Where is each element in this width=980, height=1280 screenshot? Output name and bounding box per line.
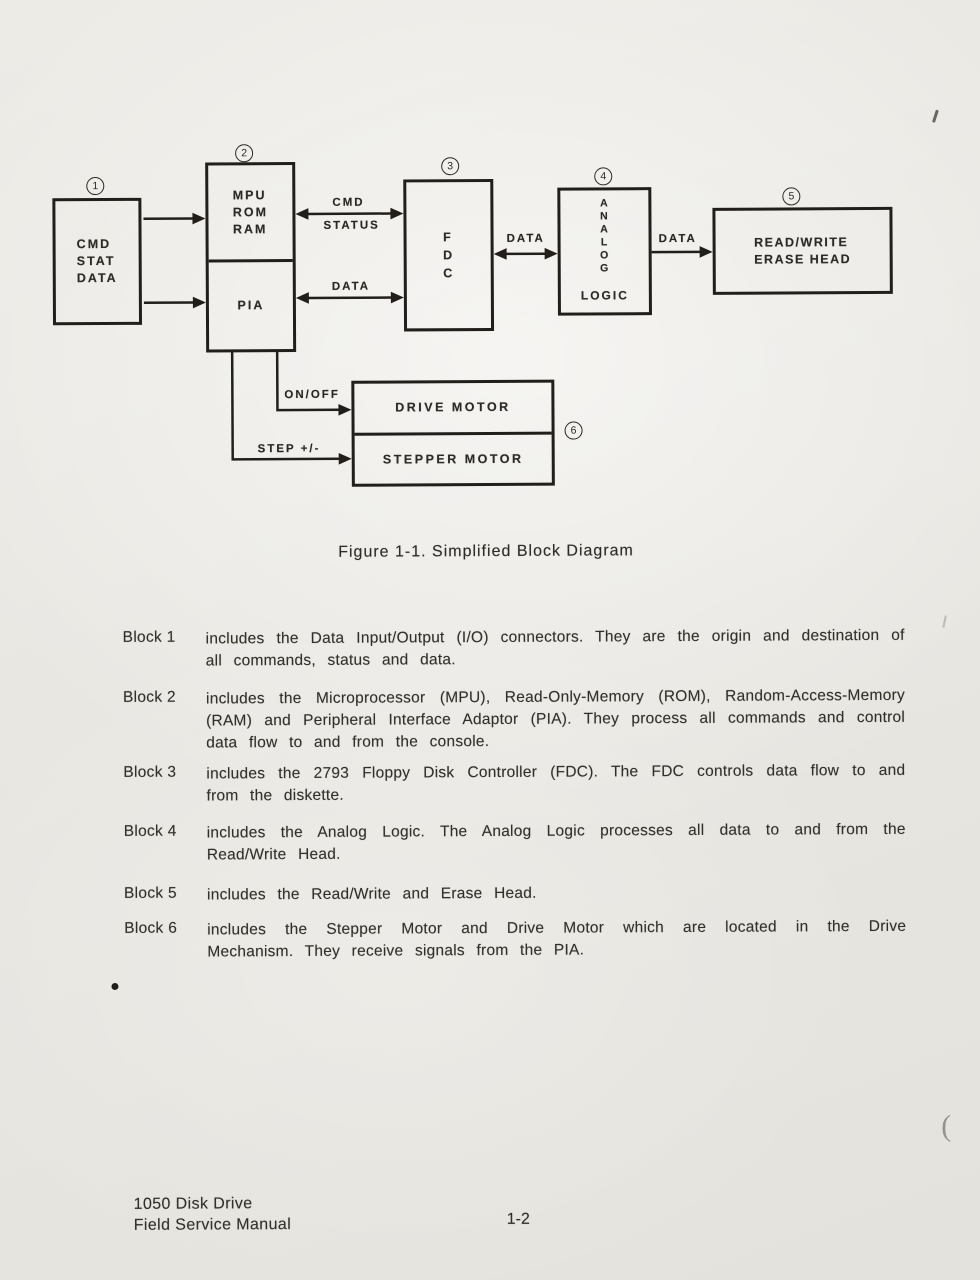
block-io-label: CMD STAT DATA bbox=[76, 236, 118, 286]
block1-number-badge: 1 bbox=[86, 177, 104, 195]
block-item-label: Block 5 bbox=[123, 884, 177, 902]
list-item bbox=[123, 760, 905, 808]
block4-number-badge: 4 bbox=[594, 167, 612, 185]
stepper-motor-label: STEPPER MOTOR bbox=[382, 451, 524, 467]
block-item-text: includes the Analog Logic. The Analog Logic processes all data to and from the Read/Write Head. bbox=[206, 820, 906, 864]
block-item-text: includes the Read/Write and Erase Head. bbox=[206, 884, 537, 904]
block-io-connectors bbox=[52, 198, 142, 325]
block-item-text: includes the Data Input/Output (I/O) connectors. They are the origin and destination of all commands, status and data. bbox=[205, 626, 905, 670]
signal-label-step: STEP +/- bbox=[257, 442, 321, 456]
block5-number-badge: 5 bbox=[782, 187, 800, 205]
scan-artifact-paren: ( bbox=[941, 1109, 952, 1143]
block-diagram bbox=[0, 0, 977, 467]
list-item bbox=[124, 916, 906, 964]
list-item bbox=[124, 881, 906, 907]
list-item bbox=[123, 685, 905, 755]
list-item bbox=[123, 625, 905, 673]
block-motors bbox=[351, 380, 555, 487]
arrow-cmd-status bbox=[295, 208, 403, 220]
block-analog-vertical-label: A N A L O G bbox=[600, 197, 610, 275]
signal-label-status: STATUS bbox=[323, 219, 380, 232]
block-drive-motor bbox=[354, 383, 551, 433]
list-item bbox=[124, 819, 906, 867]
block-item-label: Block 1 bbox=[122, 628, 176, 646]
scan-artifact-mark bbox=[942, 616, 946, 628]
block2-number-badge: 2 bbox=[235, 144, 253, 162]
block-pia-label: PIA bbox=[237, 298, 265, 313]
block-item-text: includes the 2793 Floppy Disk Controller (FDC). The FDC controls data flow to and from the diskette. bbox=[206, 761, 906, 805]
block-pia-section bbox=[209, 259, 293, 349]
block-stepper-motor bbox=[355, 432, 552, 484]
block-mpu-label: MPU ROM RAM bbox=[232, 187, 269, 236]
arrow-data-analog-head bbox=[652, 246, 713, 258]
arrow-io-to-pia bbox=[144, 297, 206, 309]
scan-artifact-mark bbox=[932, 110, 938, 123]
signal-label-data-head: DATA bbox=[658, 232, 697, 246]
signal-label-on-off: ON/OFF bbox=[284, 388, 340, 402]
block-item-label: Block 3 bbox=[123, 763, 177, 781]
arrow-data-fdc-analog bbox=[494, 248, 558, 260]
figure-caption: Figure 1-1. Simplified Block Diagram bbox=[338, 542, 634, 561]
arrow-io-to-mpu bbox=[143, 213, 205, 225]
block-mpu-pia bbox=[205, 162, 296, 352]
signal-label-cmd: CMD bbox=[332, 196, 365, 209]
footer-doc-title: 1050 Disk Drive Field Service Manual bbox=[133, 1195, 292, 1234]
block-logic-label: LOGIC bbox=[580, 288, 629, 303]
block-head-label: READ/WRITE ERASE HEAD bbox=[754, 234, 852, 267]
block3-number-badge: 3 bbox=[441, 157, 459, 175]
block-mpu-section bbox=[208, 165, 292, 259]
block-fdc-label: F D C bbox=[443, 230, 455, 281]
scan-artifact-dot bbox=[111, 983, 118, 990]
block-read-write-head bbox=[712, 207, 892, 295]
signal-label-data-pia: DATA bbox=[331, 280, 371, 293]
block-fdc bbox=[403, 179, 494, 331]
drive-motor-label: DRIVE MOTOR bbox=[395, 399, 511, 415]
block-item-text: includes the Microprocessor (MPU), Read-Only-Memory (ROM), Random-Access-Memory (RAM) and Peripheral Interface Adaptor (PIA). They process all commands and control data flow to and from the console. bbox=[205, 686, 906, 752]
block-item-label: Block 6 bbox=[124, 919, 178, 937]
signal-label-data-fdc: DATA bbox=[506, 232, 545, 245]
footer-page-number: 1-2 bbox=[506, 1210, 530, 1228]
block-item-label: Block 2 bbox=[122, 688, 176, 706]
block-item-label: Block 4 bbox=[123, 822, 177, 840]
arrow-on-off bbox=[277, 351, 351, 416]
block-analog-logic bbox=[557, 187, 652, 315]
block-item-text: includes the Stepper Motor and Drive Motor which are located in the Drive Mechanism. They receive signals from the PIA. bbox=[207, 917, 907, 961]
block6-number-badge: 6 bbox=[565, 422, 583, 440]
arrow-data-pia-fdc bbox=[296, 292, 404, 304]
